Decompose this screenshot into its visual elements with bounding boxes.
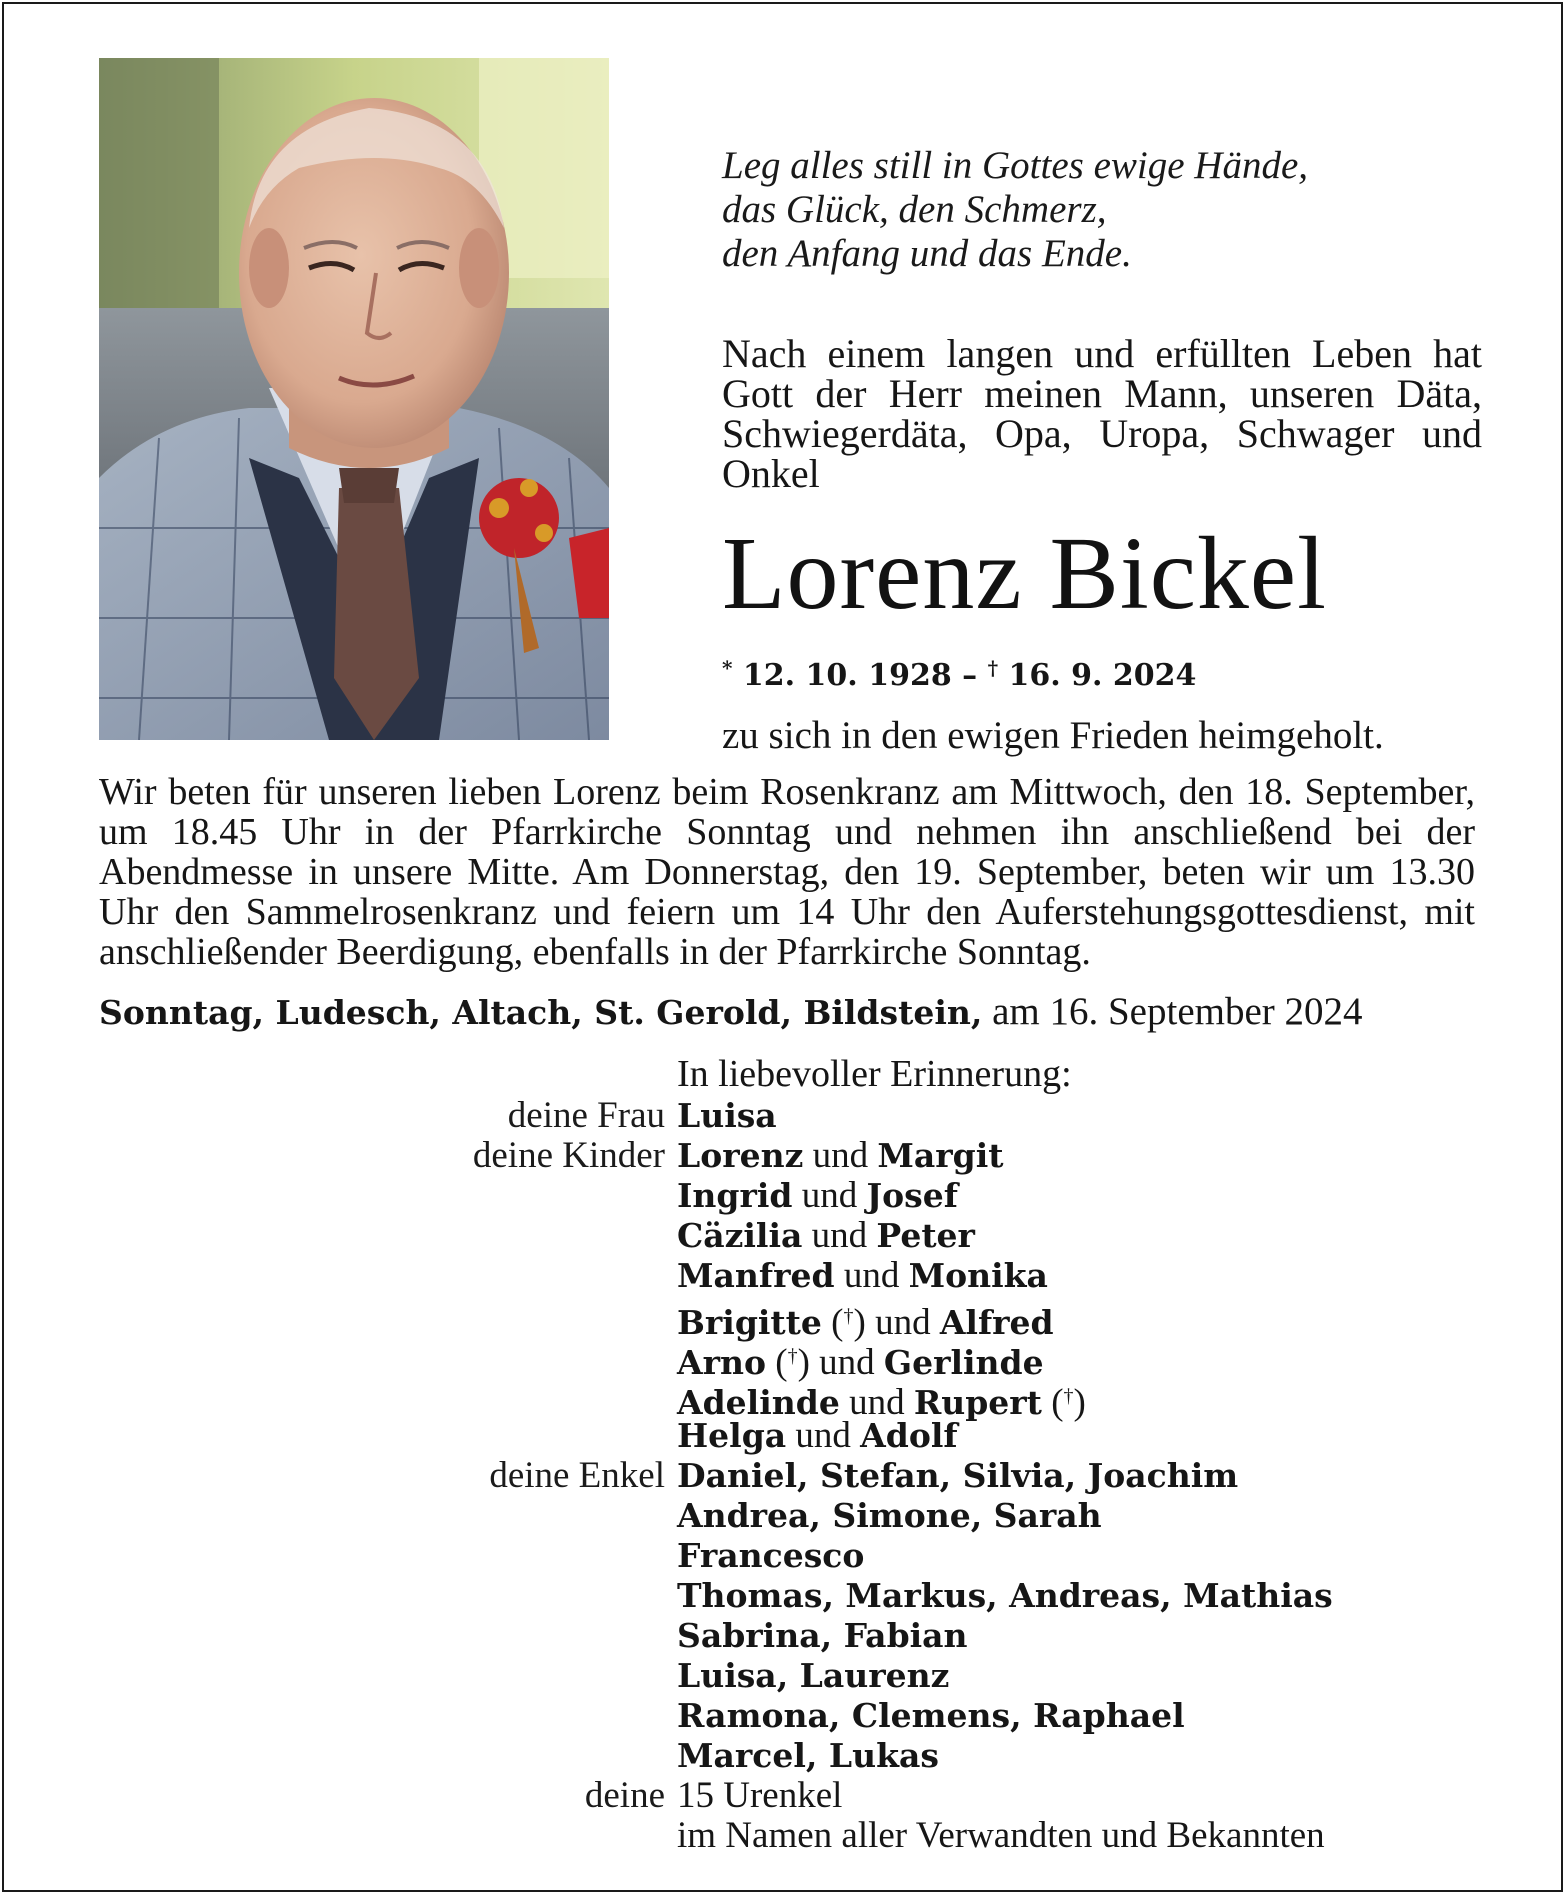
deceased-name: Lorenz Bickel <box>722 516 1327 631</box>
family-names <box>677 1216 975 1256</box>
family-label: deine Frau <box>507 1095 665 1136</box>
deceased-cross: † <box>787 1345 798 1367</box>
child-name: Ingrid <box>677 1176 793 1215</box>
family-names <box>677 1176 958 1216</box>
family-row <box>4 1656 1565 1696</box>
child-name: Helga <box>677 1416 787 1455</box>
conjunction: und <box>795 1415 851 1456</box>
grandchild-names: Andrea, Simone, Sarah <box>677 1496 1102 1535</box>
family-label: deine <box>584 1775 665 1816</box>
partner-name: Peter <box>876 1216 975 1255</box>
child-name: Lorenz <box>677 1136 804 1175</box>
partner-name: Adolf <box>860 1416 958 1455</box>
places: Sonntag, Ludesch, Altach, St. Gerold, Bildstein, <box>99 993 983 1032</box>
conjunction: und <box>843 1255 900 1296</box>
family-names: Luisa <box>677 1096 777 1135</box>
family-names <box>677 1136 1003 1176</box>
grandchild-names: Sabrina, Fabian <box>677 1616 968 1655</box>
partner-name: Margit <box>877 1136 1004 1175</box>
family-names: Brigitte (†) und Alfred <box>677 1302 1054 1343</box>
child-name: Brigitte <box>677 1303 822 1342</box>
children-rows <box>4 1136 1565 1456</box>
partner-name: Josef <box>866 1176 958 1215</box>
family-row <box>4 1256 1565 1296</box>
conjunction: und <box>812 1135 869 1176</box>
conjunction: und <box>801 1175 858 1216</box>
family-row <box>4 1216 1565 1256</box>
grandchild-names: Marcel, Lukas <box>677 1736 939 1775</box>
place-date-line <box>99 990 1363 1035</box>
family-names: 15 Urenkel <box>677 1775 843 1816</box>
closing-line: im Namen aller Verwandten und Bekannten <box>677 1815 1325 1856</box>
family-row <box>4 1616 1565 1656</box>
grandchild-names: Luisa, Laurenz <box>677 1656 950 1695</box>
deceased-cross: † <box>1063 1385 1074 1407</box>
verse-line: den Anfang und das Ende. <box>722 232 1132 275</box>
partner-name: Gerlinde <box>883 1343 1044 1382</box>
family-row <box>4 1376 1565 1423</box>
family-label: deine Enkel <box>489 1455 665 1496</box>
partner-name: Rupert <box>913 1383 1042 1422</box>
life-dates <box>722 646 1196 698</box>
family-row <box>4 1776 1565 1816</box>
grandchild-names: Ramona, Clemens, Raphael <box>677 1696 1185 1735</box>
death-symbol: † <box>987 656 999 680</box>
conjunction: und <box>819 1342 875 1383</box>
family-label: deine Kinder <box>472 1135 665 1176</box>
family-row <box>4 1496 1565 1536</box>
family-names: Adelinde und Rupert (†) <box>677 1382 1086 1423</box>
deceased-cross: † <box>843 1305 854 1327</box>
family-row <box>4 1576 1565 1616</box>
family-row <box>4 1816 1565 1856</box>
grandchild-names: Thomas, Markus, Andreas, Mathias <box>677 1576 1333 1615</box>
family-row <box>4 1736 1565 1776</box>
family-row <box>4 1296 1565 1343</box>
family-row <box>4 1336 1565 1383</box>
service-text: Wir beten für unseren lieben Lorenz beim Rosenkranz am Mittwoch, den 18. September, um 18.45 Uhr in der Pfarrkirche Sonntag und nehmen ihn anschließend bei der Abendmesse in unsere Mitte. Am Donnerstag, den 19. September, beten wir um 13.30 Uhr den Sammelrosenkranz und feiern um 14 Uhr den Auferstehungsgottesdienst, mit anschließender Beerdigung, ebenfalls in der Pfarrkirche Sonntag. <box>99 771 1475 973</box>
obituary-page <box>2 2 1563 1892</box>
family-row <box>4 1176 1565 1216</box>
child-name: Cäzilia <box>677 1216 803 1255</box>
family-row <box>4 1456 1565 1496</box>
family-row <box>4 1416 1565 1456</box>
partner-name: Monika <box>908 1256 1048 1295</box>
family-names: Arno (†) und Gerlinde <box>677 1342 1044 1383</box>
death-date: 16. 9. 2024 <box>1008 658 1197 693</box>
date-separator: – <box>962 658 978 693</box>
family-row <box>4 1136 1565 1176</box>
birth-symbol: * <box>722 656 733 680</box>
conjunction: und <box>811 1215 868 1256</box>
family-names <box>677 1416 958 1456</box>
child-name: Manfred <box>677 1256 835 1295</box>
place-date: am 16. September 2024 <box>992 990 1363 1033</box>
conjunction: und <box>875 1302 931 1343</box>
verse-line: das Glück, den Schmerz, <box>722 188 1107 231</box>
family-row <box>4 1696 1565 1736</box>
child-name: Adelinde <box>677 1383 840 1422</box>
grandchild-names: Francesco <box>677 1536 865 1575</box>
partner-name: Alfred <box>939 1303 1054 1342</box>
family-row <box>4 1096 1565 1136</box>
memory-heading: In liebevoller Erinnerung: <box>677 1053 1072 1095</box>
portrait-photo <box>99 58 609 740</box>
family-list <box>4 1096 1565 1856</box>
grandchildren-rows <box>4 1456 1565 1776</box>
grandchild-names: Daniel, Stefan, Silvia, Joachim <box>677 1456 1239 1495</box>
family-row <box>4 1536 1565 1576</box>
family-names <box>677 1256 1048 1296</box>
conjunction: und <box>849 1382 905 1423</box>
intro-text: Nach einem langen und erfüllten Leben hat Gott der Herr meinen Mann, unseren Däta, Schwiegerdäta, Opa, Uropa, Schwager und Onkel <box>722 331 1482 496</box>
child-name: Arno <box>677 1343 766 1382</box>
verse <box>722 144 1482 276</box>
heimgeholt-line: zu sich in den ewigen Frieden heimgeholt. <box>722 714 1384 757</box>
verse-line: Leg alles still in Gottes ewige Hände, <box>722 144 1309 187</box>
birth-date: 12. 10. 1928 <box>742 658 952 693</box>
